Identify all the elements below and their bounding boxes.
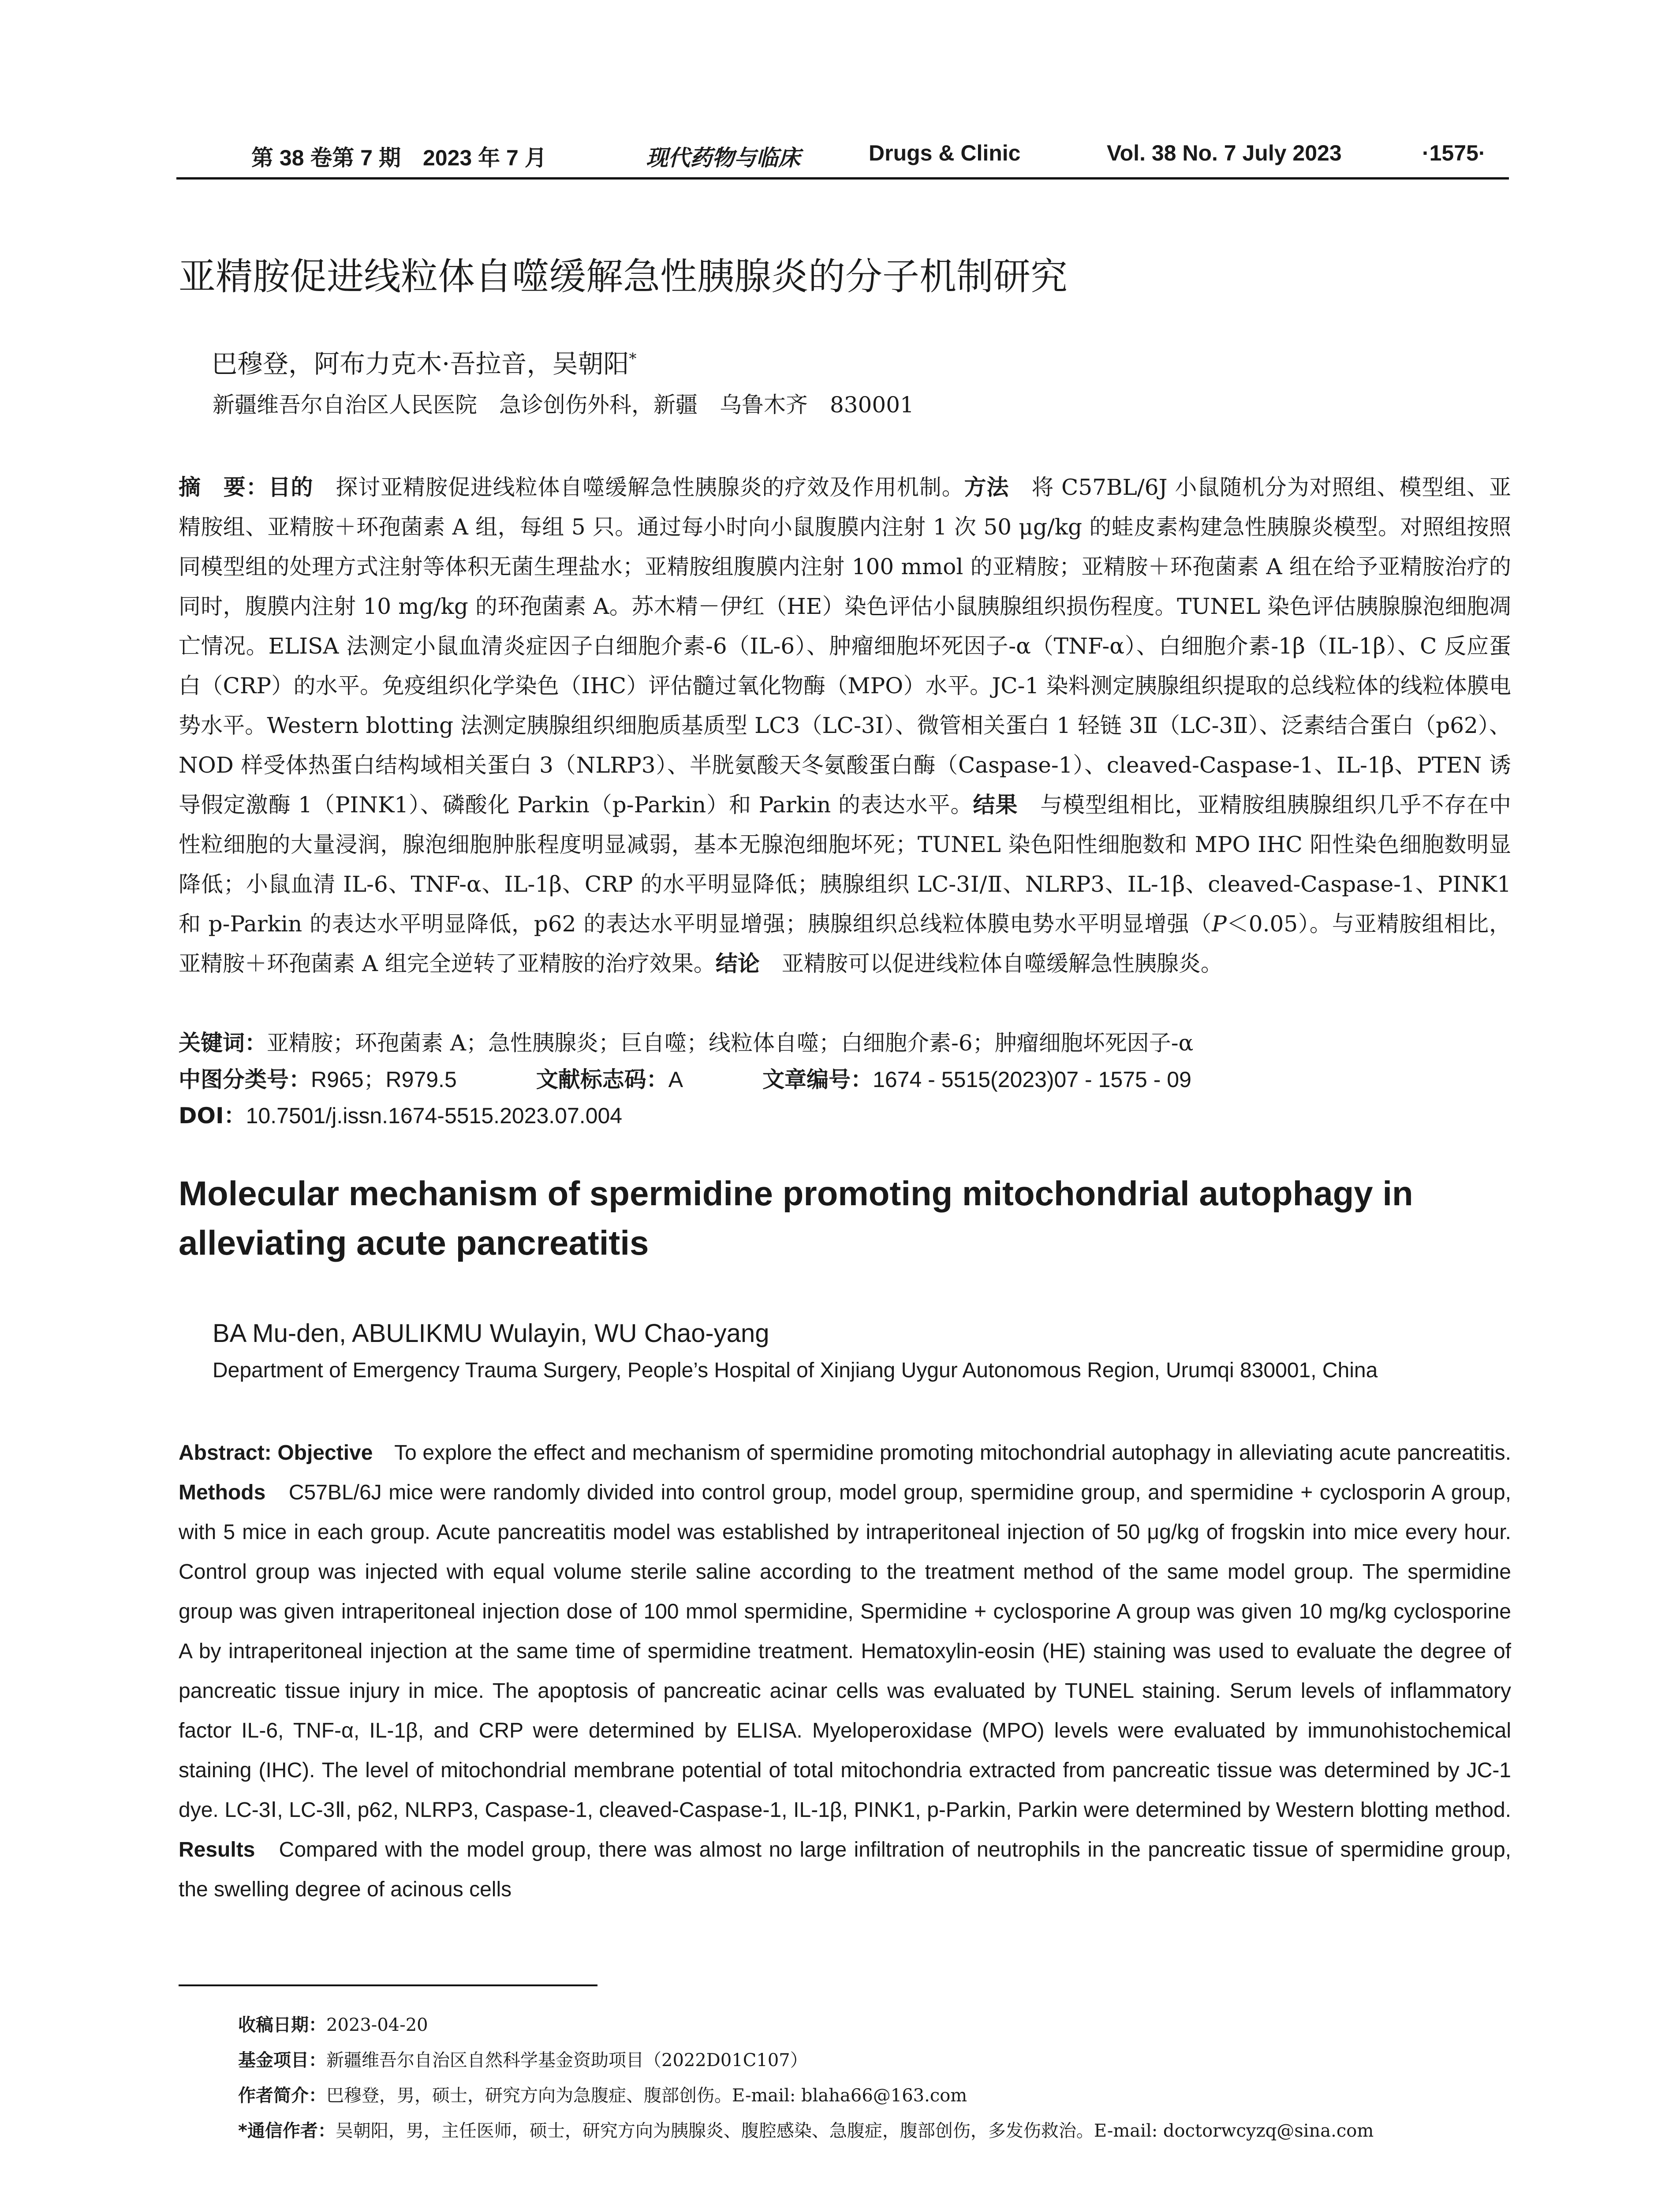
objective-label-cn: 目的 — [268, 475, 314, 500]
abstract-cn-label: 摘 要： — [179, 475, 269, 500]
title-cn: 亚精胺促进线粒体自噬缓解急性胰腺炎的分子机制研究 — [179, 255, 1068, 298]
clc-value: R965；R979.5 — [311, 1067, 457, 1092]
footnote-text: 吴朝阳，男，主任医师，硕士，研究方向为胰腺炎、腹腔感染、急腹症，腹部创伤，多发伤救治。E-mail: doctorwcyzq@sina.com — [335, 2121, 1374, 2141]
footnote-text: 巴穆登，男，硕士，研究方向为急腹症、腹部创伤。E-mail: blaha66@163.com — [326, 2085, 967, 2106]
article-number-value: 1674 - 5515(2023)07 - 1575 - 09 — [873, 1067, 1191, 1092]
footnote-received — [238, 2011, 428, 2036]
journal-en: Drugs & Clinic — [869, 141, 1021, 165]
article-number-label: 文章编号： — [762, 1067, 873, 1092]
keywords-text-cn: 亚精胺；环孢菌素 A；急性胰腺炎；巨自噬；线粒体自噬；白细胞介素-6；肿瘤细胞坏死因子-α — [267, 1030, 1194, 1056]
keywords-label-cn: 关键词： — [179, 1030, 267, 1056]
methods-text-en: C57BL/6J mice were randomly divided into control group, model group, spermidine group, and spermidine + cyclosporin A group, with 5 mice in each group. Acute pancreatitis model was established by intraperitoneal injection of 50 μg/kg of frogskin into mice every hour. Control group was injected with equal volume sterile saline according to the treatment method of the same model group. The spermidine group was given intraperitoneal injection dose of 100 mmol spermidine, Spermidine + cyclosporine A group was given 10 mg/kg cyclosporine A by intraperitoneal injection at the same time of spermidine treatment. Hematoxylin-eosin (HE) staining was used to evaluate the degree of pancreatic tissue injury in mice. The apoptosis of pancreatic acinar cells was evaluated by TUNEL staining. Serum levels of inflammatory factor IL-6, TNF-α, IL-1β, and CRP were determined by ELISA. Myeloperoxidase (MPO) levels were evaluated by immunohistochemical staining (IHC). The level of mitochondrial membrane potential of total mitochondria extracted from pancreatic tissue was determined by JC-1 dye. LC-3Ⅰ, LC-3Ⅱ, p62, NLRP3, Caspase-1, cleaved-Caspase-1, IL-1β, PINK1, p-Parkin, Parkin were determined by Western blotting method. — [179, 1481, 1511, 1822]
footnote-rule — [179, 1984, 597, 1986]
footnote-label: 收稿日期： — [238, 2015, 326, 2035]
conclusion-label-cn: 结论 — [715, 951, 760, 976]
methods-text-cn: 将 C57BL/6J 小鼠随机分为对照组、模型组、亚精胺组、亚精胺＋环孢菌素 A 组，每组 5 只。通过每小时向小鼠腹膜内注射 1 次 50 μg/kg 的蛙皮素构建急性胰腺炎模型。对照组按照同模型组的处理方式注射等体积无菌生理盐水；亚精胺组腹膜内注射 100 mmol 的亚精胺；亚精胺＋环孢菌素 A 组在给予亚精胺治疗的同时，腹膜内注射 10 mg/kg 的环孢菌素 A。苏木精－伊红（HE）染色评估小鼠胰腺组织损伤程度。TUNEL 染色评估胰腺腺泡细胞凋亡情况。ELISA 法测定小鼠血清炎症因子白细胞介素-6（IL-6）、肿瘤细胞坏死因子-α（TNF-α）、白细胞介素-1β（IL-1β）、C 反应蛋白（CRP）的水平。免疫组织化学染色（IHC）评估髓过氧化物酶（MPO）水平。JC-1 染料测定胰腺组织提取的总线粒体的线粒体膜电势水平。Western blotting 法测定胰腺组织细胞质基质型 LC3（LC-3Ⅰ）、微管相关蛋白 1 轻链 3Ⅱ（LC-3Ⅱ）、泛素结合蛋白（p62）、NOD 样受体热蛋白结构域相关蛋白 3（NLRP3）、半胱氨酸天冬氨酸蛋白酶（Caspase-1）、cleaved-Caspase-1、IL-1β、PTEN 诱导假定激酶 1（PINK1）、磷酸化 Parkin（p-Parkin）和 Parkin 的表达水平。 — [179, 475, 1512, 818]
footnote-text: 新疆维吾尔自治区自然科学基金资助项目（2022D01C107） — [326, 2050, 808, 2070]
issue-en: Vol. 38 No. 7 July 2023 — [1107, 141, 1342, 165]
conclusion-text-cn: 亚精胺可以促进线粒体自噬缓解急性胰腺炎。 — [759, 951, 1223, 976]
results-text-en: Compared with the model group, there was almost no large infiltration of neutrophils in the pancreatic tissue of spermidine group, the swelling degree of acinous cells — [179, 1838, 1511, 1901]
authors-cn-text: 巴穆登，阿布力克木·吾拉音，吴朝阳 — [212, 349, 629, 379]
results-text-cn: 与模型组相比，亚精胺组胰腺组织几乎不存在中性粒细胞的大量浸润，腺泡细胞肿胀程度明显减弱，基本无腺泡细胞坏死；TUNEL 染色阳性细胞数和 MPO IHC 阳性染色细胞数明显降低；小鼠血清 IL-6、TNF-α、IL-1β、CRP 的水平明显降低；胰腺组织 LC-3Ⅰ/Ⅱ、NLRP3、IL-1β、cleaved-Caspase-1、PINK1 和 p-Parkin 的表达水平明显降低，p62 的表达水平明显增强；胰腺组织总线粒体膜电势水平明显增强（ — [179, 792, 1512, 937]
footnote-fund — [238, 2046, 808, 2071]
classification-line — [179, 1062, 1191, 1094]
doi-value[interactable]: 10.7501/j.issn.1674-5515.2023.07.004 — [246, 1103, 623, 1128]
objective-text-en: To explore the effect and mechanism of spermidine promoting mitochondrial autophagy in alleviating acute pancreatitis. — [373, 1441, 1511, 1465]
doi-line — [179, 1098, 622, 1130]
keywords-cn — [179, 1025, 1193, 1057]
abstract-cn — [179, 467, 1511, 983]
methods-label-cn: 方法 — [964, 475, 1009, 500]
results-label-en: Results — [179, 1838, 255, 1861]
results-p-cn: P — [1212, 911, 1227, 937]
issue-cn: 第 38 卷第 7 期 2023 年 7 月 — [251, 146, 547, 170]
journal-cn: 现代药物与临床 — [646, 145, 800, 171]
title-en: Molecular mechanism of spermidine promoting mitochondrial autophagy in alleviating acute pancreatitis — [179, 1174, 1413, 1262]
corresponding-mark: * — [629, 350, 637, 368]
clc-label: 中图分类号： — [179, 1067, 311, 1092]
methods-label-en: Methods — [179, 1481, 266, 1504]
footnote-label: *通信作者： — [238, 2121, 336, 2141]
abstract-en — [179, 1433, 1511, 1910]
authors-cn — [212, 343, 636, 380]
abstract-en-label: Abstract: Objective — [179, 1441, 373, 1465]
authors-en: BA Mu-den, ABULIKMU Wulayin, WU Chao-yang — [213, 1319, 769, 1348]
footnote-corresponding — [238, 2117, 1374, 2142]
results-text-cn-2: ＜0.05）。与亚精胺组相比，亚精胺＋环孢菌素 A 组完全逆转了亚精胺的治疗效果。 — [179, 911, 1512, 976]
affiliation-cn: 新疆维吾尔自治区人民医院 急诊创伤外科，新疆 乌鲁木齐 830001 — [213, 392, 914, 418]
footnote-label: 作者简介： — [238, 2085, 326, 2106]
footnote-author-bio — [238, 2082, 967, 2107]
doi-label: DOI： — [179, 1103, 246, 1129]
affiliation-en: Department of Emergency Trauma Surgery, People’s Hospital of Xinjiang Uygur Autonomous Region, Urumqi 830001, China — [213, 1359, 1378, 1382]
objective-text-cn: 探讨亚精胺促进线粒体自噬缓解急性胰腺炎的疗效及作用机制。 — [313, 475, 964, 500]
doc-code-value: A — [668, 1067, 683, 1092]
page-number: ·1575· — [1422, 141, 1486, 165]
results-label-cn: 结果 — [973, 792, 1018, 818]
doc-code-label: 文献标志码： — [536, 1067, 668, 1092]
header-rule — [176, 177, 1509, 179]
footnote-text: 2023-04-20 — [326, 2015, 428, 2035]
footnote-label: 基金项目： — [238, 2050, 326, 2070]
